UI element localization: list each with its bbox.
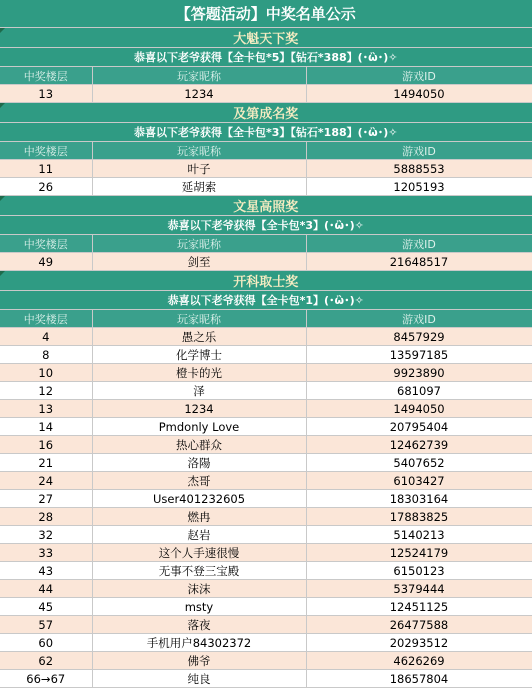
floor-cell[interactable]: 16 xyxy=(0,436,92,454)
nickname-cell[interactable]: 热心群众 xyxy=(92,436,306,454)
nickname-cell[interactable]: 手机用户84302372 xyxy=(92,634,306,652)
game-id-column-header[interactable]: 游戏ID xyxy=(306,67,532,85)
table-row xyxy=(0,634,532,652)
game-id-cell[interactable]: 12451125 xyxy=(306,598,532,616)
section-header-row xyxy=(0,103,532,123)
table-row xyxy=(0,160,532,178)
game-id-cell[interactable]: 13597185 xyxy=(306,346,532,364)
game-id-cell[interactable]: 17883825 xyxy=(306,508,532,526)
game-id-cell[interactable]: 18303164 xyxy=(306,490,532,508)
comment-marker-icon xyxy=(0,271,5,276)
nickname-column-header[interactable]: 玩家昵称 xyxy=(92,142,306,160)
floor-cell[interactable]: 26 xyxy=(0,178,92,196)
game-id-column-header[interactable]: 游戏ID xyxy=(306,142,532,160)
table-row xyxy=(0,364,532,382)
floor-cell[interactable]: 27 xyxy=(0,490,92,508)
floor-cell[interactable]: 32 xyxy=(0,526,92,544)
game-id-cell[interactable]: 8457929 xyxy=(306,328,532,346)
table-row xyxy=(0,253,532,271)
nickname-cell[interactable]: 无事不登三宝殿 xyxy=(92,562,306,580)
floor-column-header[interactable]: 中奖楼层 xyxy=(0,67,92,85)
game-id-cell[interactable]: 20795404 xyxy=(306,418,532,436)
comment-marker-icon xyxy=(0,28,5,33)
section-header-row xyxy=(0,28,532,48)
nickname-column-header[interactable]: 玩家昵称 xyxy=(92,67,306,85)
section-subtitle[interactable]: 恭喜以下老爷获得【全卡包*3】(･ὢ･)✧ xyxy=(0,216,532,235)
floor-cell[interactable]: 44 xyxy=(0,580,92,598)
floor-cell[interactable]: 21 xyxy=(0,454,92,472)
nickname-cell[interactable]: 泽 xyxy=(92,382,306,400)
floor-cell[interactable]: 11 xyxy=(0,160,92,178)
table-row xyxy=(0,508,532,526)
game-id-cell[interactable]: 20293512 xyxy=(306,634,532,652)
table-row xyxy=(0,382,532,400)
floor-cell[interactable]: 4 xyxy=(0,328,92,346)
table-row xyxy=(0,328,532,346)
game-id-cell[interactable]: 4626269 xyxy=(306,652,532,670)
game-id-cell[interactable]: 5140213 xyxy=(306,526,532,544)
game-id-cell[interactable]: 5379444 xyxy=(306,580,532,598)
game-id-cell[interactable]: 1494050 xyxy=(306,85,532,103)
floor-cell[interactable]: 14 xyxy=(0,418,92,436)
game-id-cell[interactable]: 681097 xyxy=(306,382,532,400)
table-row xyxy=(0,670,532,688)
nickname-cell[interactable]: 纯良 xyxy=(92,670,306,688)
game-id-cell[interactable]: 1494050 xyxy=(306,400,532,418)
floor-cell[interactable]: 8 xyxy=(0,346,92,364)
game-id-column-header[interactable]: 游戏ID xyxy=(306,235,532,253)
table-row xyxy=(0,562,532,580)
table-row xyxy=(0,490,532,508)
column-header-row xyxy=(0,235,532,253)
game-id-cell[interactable]: 26477588 xyxy=(306,616,532,634)
floor-cell[interactable]: 12 xyxy=(0,382,92,400)
table-row xyxy=(0,598,532,616)
section-header-row xyxy=(0,196,532,216)
section-name[interactable]: 大魁天下奖 xyxy=(0,28,532,48)
section-subtitle-row xyxy=(0,291,532,310)
floor-cell[interactable]: 28 xyxy=(0,508,92,526)
floor-cell[interactable]: 13 xyxy=(0,400,92,418)
table-row xyxy=(0,418,532,436)
nickname-column-header[interactable]: 玩家昵称 xyxy=(92,235,306,253)
nickname-cell[interactable]: 洛陽 xyxy=(92,454,306,472)
game-id-cell[interactable]: 1205193 xyxy=(306,178,532,196)
column-header-row xyxy=(0,67,532,85)
section-name[interactable]: 开科取士奖 xyxy=(0,271,532,291)
nickname-cell[interactable]: 燃冉 xyxy=(92,508,306,526)
game-id-cell[interactable]: 6103427 xyxy=(306,472,532,490)
section-name[interactable]: 文星高照奖 xyxy=(0,196,532,216)
game-id-cell[interactable]: 9923890 xyxy=(306,364,532,382)
floor-cell[interactable]: 13 xyxy=(0,85,92,103)
game-id-column-header[interactable]: 游戏ID xyxy=(306,310,532,328)
comment-marker-icon xyxy=(0,196,5,201)
floor-cell[interactable]: 45 xyxy=(0,598,92,616)
nickname-cell[interactable]: 杰哥 xyxy=(92,472,306,490)
floor-cell[interactable]: 10 xyxy=(0,364,92,382)
game-id-cell[interactable]: 5407652 xyxy=(306,454,532,472)
table-row xyxy=(0,580,532,598)
floor-cell[interactable]: 66→67 xyxy=(0,670,92,688)
floor-cell[interactable]: 60 xyxy=(0,634,92,652)
table-row xyxy=(0,436,532,454)
nickname-cell[interactable]: 这个人手速很慢 xyxy=(92,544,306,562)
section-subtitle[interactable]: 恭喜以下老爷获得【全卡包*3】【钻石*188】(･ὢ･)✧ xyxy=(0,123,532,142)
section-subtitle-row xyxy=(0,123,532,142)
table-row xyxy=(0,178,532,196)
floor-cell[interactable]: 57 xyxy=(0,616,92,634)
section-subtitle-row xyxy=(0,216,532,235)
comment-marker-icon xyxy=(0,103,5,108)
nickname-cell[interactable]: 叶子 xyxy=(92,160,306,178)
nickname-cell[interactable]: User401232605 xyxy=(92,490,306,508)
section-subtitle[interactable]: 恭喜以下老爷获得【全卡包*1】(･ὢ･)✧ xyxy=(0,291,532,310)
page-title[interactable]: 【答题活动】中奖名单公示 xyxy=(0,0,532,28)
nickname-cell[interactable]: 橙卡的光 xyxy=(92,364,306,382)
table-row xyxy=(0,526,532,544)
column-header-row xyxy=(0,142,532,160)
game-id-cell[interactable]: 6150123 xyxy=(306,562,532,580)
section-name[interactable]: 及第成名奖 xyxy=(0,103,532,123)
nickname-cell[interactable]: 1234 xyxy=(92,400,306,418)
table-row xyxy=(0,454,532,472)
table-row xyxy=(0,472,532,490)
nickname-cell[interactable]: Pmdonly Love xyxy=(92,418,306,436)
nickname-cell[interactable]: 剑至 xyxy=(92,253,306,271)
table-row xyxy=(0,544,532,562)
nickname-cell[interactable]: 化学博士 xyxy=(92,346,306,364)
section-header-row xyxy=(0,271,532,291)
table-row xyxy=(0,400,532,418)
table-row xyxy=(0,346,532,364)
title-row xyxy=(0,0,532,28)
nickname-cell[interactable]: 延胡索 xyxy=(92,178,306,196)
floor-cell[interactable]: 43 xyxy=(0,562,92,580)
floor-column-header[interactable]: 中奖楼层 xyxy=(0,235,92,253)
nickname-cell[interactable]: 1234 xyxy=(92,85,306,103)
game-id-cell[interactable]: 5888553 xyxy=(306,160,532,178)
nickname-cell[interactable]: 赵岩 xyxy=(92,526,306,544)
floor-cell[interactable]: 33 xyxy=(0,544,92,562)
nickname-cell[interactable]: 落夜 xyxy=(92,616,306,634)
game-id-cell[interactable]: 18657804 xyxy=(306,670,532,688)
table-row xyxy=(0,616,532,634)
floor-column-header[interactable]: 中奖楼层 xyxy=(0,310,92,328)
section-subtitle[interactable]: 恭喜以下老爷获得【全卡包*5】【钻石*388】(･ὢ･)✧ xyxy=(0,48,532,67)
game-id-cell[interactable]: 12462739 xyxy=(306,436,532,454)
floor-column-header[interactable]: 中奖楼层 xyxy=(0,142,92,160)
nickname-cell[interactable]: msty xyxy=(92,598,306,616)
column-header-row xyxy=(0,310,532,328)
nickname-cell[interactable]: 沫沫 xyxy=(92,580,306,598)
game-id-cell[interactable]: 21648517 xyxy=(306,253,532,271)
game-id-cell[interactable]: 12524179 xyxy=(306,544,532,562)
table-row xyxy=(0,652,532,670)
nickname-cell[interactable]: 佛爷 xyxy=(92,652,306,670)
floor-cell[interactable]: 49 xyxy=(0,253,92,271)
floor-cell[interactable]: 24 xyxy=(0,472,92,490)
table-row xyxy=(0,85,532,103)
nickname-column-header[interactable]: 玩家昵称 xyxy=(92,310,306,328)
floor-cell[interactable]: 62 xyxy=(0,652,92,670)
nickname-cell[interactable]: 愚之乐 xyxy=(92,328,306,346)
section-subtitle-row xyxy=(0,48,532,67)
